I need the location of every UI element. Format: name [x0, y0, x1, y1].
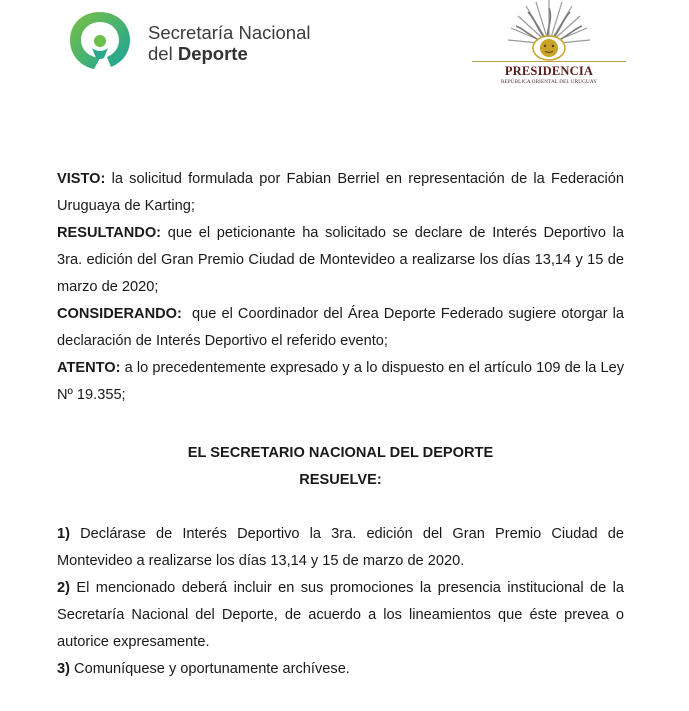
- snd-line2: del Deporte: [148, 43, 248, 64]
- snd-logo: [66, 8, 316, 74]
- resuelve-heading: RESUELVE:: [299, 472, 382, 488]
- atento-paragraph: ATENTO: a lo precedentemente expresado y a lo dispuesto en el artículo 109 de la Ley Nº 19.355;: [57, 360, 624, 403]
- presidencia-rule: [472, 61, 626, 62]
- secretary-heading: EL SECRETARIO NACIONAL DEL DEPORTE: [187, 445, 494, 461]
- considerando-paragraph: CONSIDERANDO: que el Coordinador del Área Deporte Federado sugiere otorgar la declaración de Interés Deportivo el referido evento;: [57, 306, 629, 349]
- resolution-item: 3) Comuníquese y oportunamente archívese.: [57, 661, 350, 677]
- snd-wordmark: [148, 22, 310, 64]
- snd-emblem-icon: [66, 8, 136, 74]
- resolutions: [57, 521, 624, 683]
- sun-of-may-icon: [466, 0, 632, 62]
- resolution-item: 2) El mencionado deberá incluir en sus promociones la presencia institucional de la Secretaría Nacional del Deporte, de acuerdo a los lineamientos que éste prevea o autorice expresamente.: [57, 580, 624, 650]
- resolution-item: 1) Declárase de Interés Deportivo la 3ra. edición del Gran Premio Ciudad de Montevideo a realizarse los días 13,14 y 15 de marzo de 2020.: [57, 526, 624, 569]
- preamble: [57, 166, 629, 409]
- presidencia-title: PRESIDENCIA: [504, 64, 594, 78]
- presidencia-logo: [466, 0, 632, 90]
- visto-paragraph: VISTO: la solicitud formulada por Fabian Berriel en representación de la Federación Uruguaya de Karting;: [57, 171, 624, 214]
- resultando-paragraph: RESULTANDO: que el peticionante ha solicitado se declare de Interés Deportivo la 3ra. edición del Gran Premio Ciudad de Montevideo a realizarse los días 13,14 y 15 de marzo de 2020;: [57, 225, 624, 295]
- presidencia-subtitle: REPÚBLICA ORIENTAL DEL URUGUAY: [500, 79, 598, 85]
- snd-line1: Secretaría Nacional: [148, 22, 311, 43]
